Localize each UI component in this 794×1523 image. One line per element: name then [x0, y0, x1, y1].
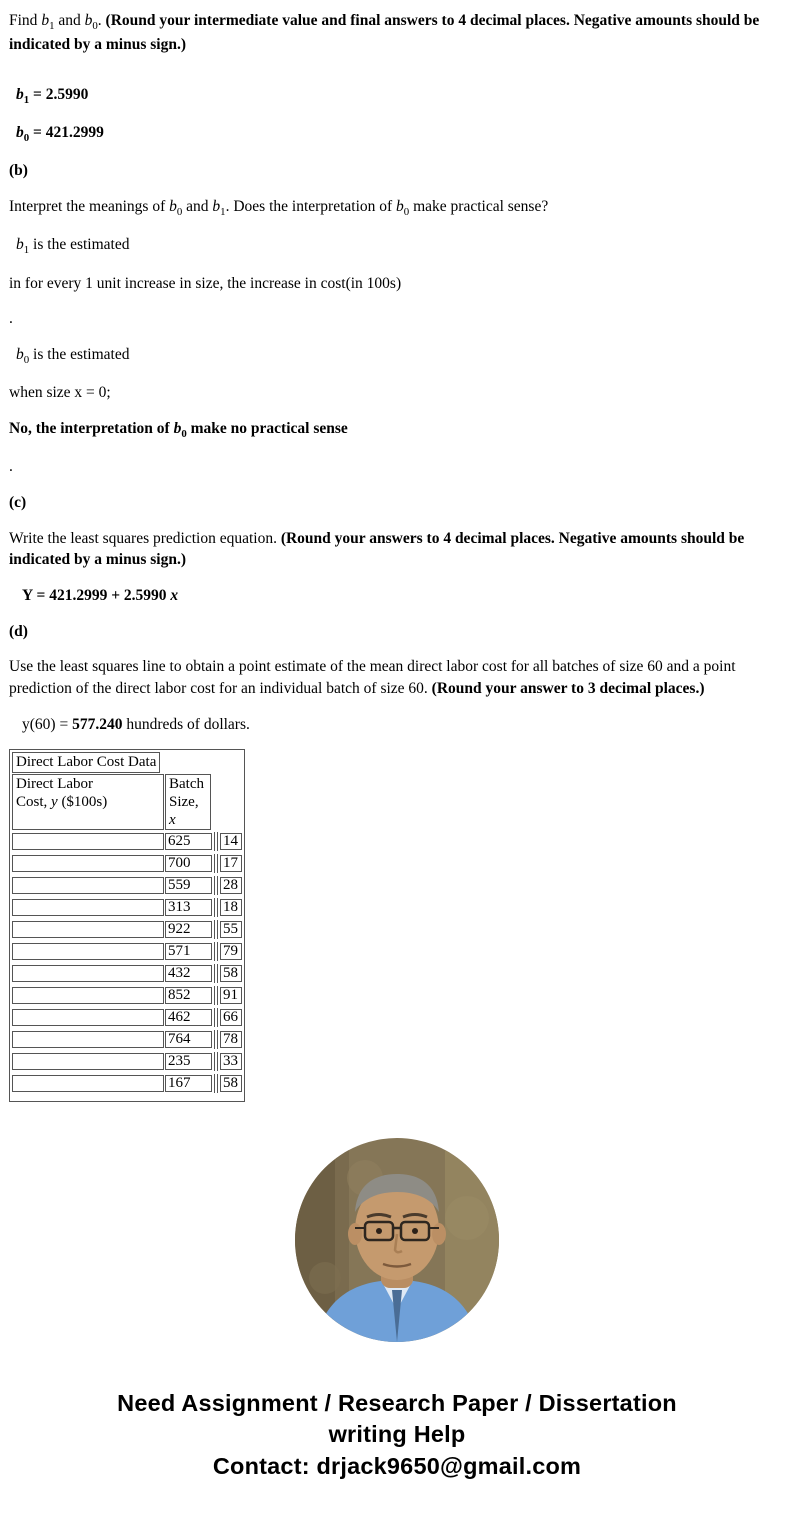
cost-value-cell[interactable]: 625	[165, 833, 212, 850]
table-row	[12, 918, 242, 940]
size-value-cell[interactable]: 79	[220, 943, 242, 960]
table-header-row	[12, 774, 242, 830]
point-estimate-instruction: Use the least squares line to obtain a point estimate of the mean direct labor cost for all batches of size 60 and a point prediction of the direct labor cost for an individual batch of size 60. (Round your answer to 3 decimal places.)	[9, 658, 736, 698]
section-d-label: (d)	[9, 622, 28, 640]
cell-divider-bars	[214, 1052, 218, 1071]
blank-input-cell[interactable]	[12, 1075, 164, 1092]
tutor-portrait-illustration	[295, 1138, 499, 1342]
table-row	[12, 940, 242, 962]
table-row	[12, 1050, 242, 1072]
tutor-photo	[295, 1138, 499, 1342]
no-practical-sense-line: No, the interpretation of $b_0$ make no practical sense	[9, 420, 348, 441]
cost-value-cell[interactable]: 432	[165, 965, 212, 982]
cell-divider-bars	[214, 986, 218, 1005]
blank-input-cell[interactable]	[12, 1031, 164, 1048]
cell-divider-bars	[214, 964, 218, 983]
intercept-interpretation: when size x = 0;	[9, 384, 111, 402]
size-value-cell[interactable]: 58	[220, 1075, 242, 1092]
blank-input-cell[interactable]	[12, 921, 164, 938]
size-value-cell[interactable]: 14	[220, 833, 242, 850]
cost-value-cell[interactable]: 852	[165, 987, 212, 1004]
col-header-size: Batch Size, x	[165, 774, 211, 830]
footer-contact-email: Contact: drjack9650@gmail.com	[212, 1452, 582, 1479]
size-value-cell[interactable]: 18	[220, 899, 242, 916]
direct-labor-cost-table	[9, 749, 245, 1102]
table-row	[12, 874, 242, 896]
b1-value-line: $b_1 = 2.5990$	[16, 85, 89, 107]
table-row	[12, 852, 242, 874]
cell-divider-bars	[214, 854, 218, 873]
table-row	[12, 1028, 242, 1050]
blank-input-cell[interactable]	[12, 1009, 164, 1026]
cell-divider-bars	[214, 876, 218, 895]
table-row	[12, 1006, 242, 1028]
size-value-cell[interactable]: 28	[220, 877, 242, 894]
period-line-1: .	[9, 310, 13, 328]
cell-divider-bars	[214, 832, 218, 851]
blank-input-cell[interactable]	[12, 987, 164, 1004]
slope-interpretation: in for every 1 unit increase in size, the increase in cost(in 100s)	[9, 274, 402, 292]
blank-input-cell[interactable]	[12, 833, 164, 850]
section-b-label: (b)	[9, 162, 28, 180]
table-row	[12, 896, 242, 918]
cost-value-cell[interactable]: 559	[165, 877, 212, 894]
blank-input-cell[interactable]	[12, 899, 164, 916]
point-estimate-result: y(60) = 577.240 hundreds of dollars.	[22, 715, 250, 733]
col-header-cost: Direct Labor Cost, y ($100s)	[12, 774, 164, 830]
blank-input-cell[interactable]	[12, 855, 164, 872]
interpret-question: Interpret the meanings of $b_0$ and $b_1$. Does the interpretation of $b_0$ make practical sense?	[9, 198, 549, 219]
footer-banner	[9, 1388, 785, 1504]
b0-value-line: $b_0 = 421.2999$	[16, 124, 104, 145]
find-instruction: Find $b_1$ and $b_0$. (Round your intermediate value and final answers to 4 decimal places. Negative amounts should be indicated by a minus sign.)	[9, 12, 760, 54]
cost-value-cell[interactable]: 313	[165, 899, 212, 916]
cost-value-cell[interactable]: 235	[165, 1053, 212, 1070]
size-value-cell[interactable]: 55	[220, 921, 242, 938]
table-row	[12, 984, 242, 1006]
cell-divider-bars	[214, 1074, 218, 1093]
cell-divider-bars	[214, 942, 218, 961]
blank-input-cell[interactable]	[12, 965, 164, 982]
avatar-section	[9, 1138, 785, 1342]
table-caption: Direct Labor Cost Data	[12, 752, 160, 773]
footer-help-line2: writing Help	[328, 1420, 466, 1447]
section-c-label: (c)	[9, 493, 27, 511]
size-value-cell[interactable]: 78	[220, 1031, 242, 1048]
cost-value-cell[interactable]: 922	[165, 921, 212, 938]
cost-value-cell[interactable]: 700	[165, 855, 212, 872]
size-value-cell[interactable]: 66	[220, 1009, 242, 1026]
cost-value-cell[interactable]: 167	[165, 1075, 212, 1092]
write-equation-instruction: Write the least squares prediction equation. (Round your answers to 4 decimal places. Negative amounts should be indicated by a minus sign.)	[9, 529, 745, 569]
size-value-cell[interactable]: 91	[220, 987, 242, 1004]
table-row	[12, 1072, 242, 1094]
cost-value-cell[interactable]: 571	[165, 943, 212, 960]
cell-divider-bars	[214, 920, 218, 939]
blank-input-cell[interactable]	[12, 1053, 164, 1070]
cost-value-cell[interactable]: 462	[165, 1009, 212, 1026]
cell-divider-bars	[214, 1030, 218, 1049]
period-line-2: .	[9, 458, 13, 476]
b0-estimated-line: $b_0$ is the estimated	[16, 346, 130, 367]
cell-divider-bars	[214, 898, 218, 917]
size-value-cell[interactable]: 33	[220, 1053, 242, 1070]
cell-divider-bars	[214, 1008, 218, 1027]
prediction-equation: Y = 421.2999 + 2.5990 x	[22, 587, 179, 605]
blank-input-cell[interactable]	[12, 877, 164, 894]
blank-input-cell[interactable]	[12, 943, 164, 960]
table-row	[12, 962, 242, 984]
table-row	[12, 830, 242, 852]
cost-table-rows	[12, 830, 242, 1094]
footer-help-line1: Need Assignment / Research Paper / Dissertation	[117, 1390, 677, 1417]
cost-value-cell[interactable]: 764	[165, 1031, 212, 1048]
b1-estimated-line: $b_1$ is the estimated	[16, 236, 130, 257]
size-value-cell[interactable]: 17	[220, 855, 242, 872]
size-value-cell[interactable]: 58	[220, 965, 242, 982]
